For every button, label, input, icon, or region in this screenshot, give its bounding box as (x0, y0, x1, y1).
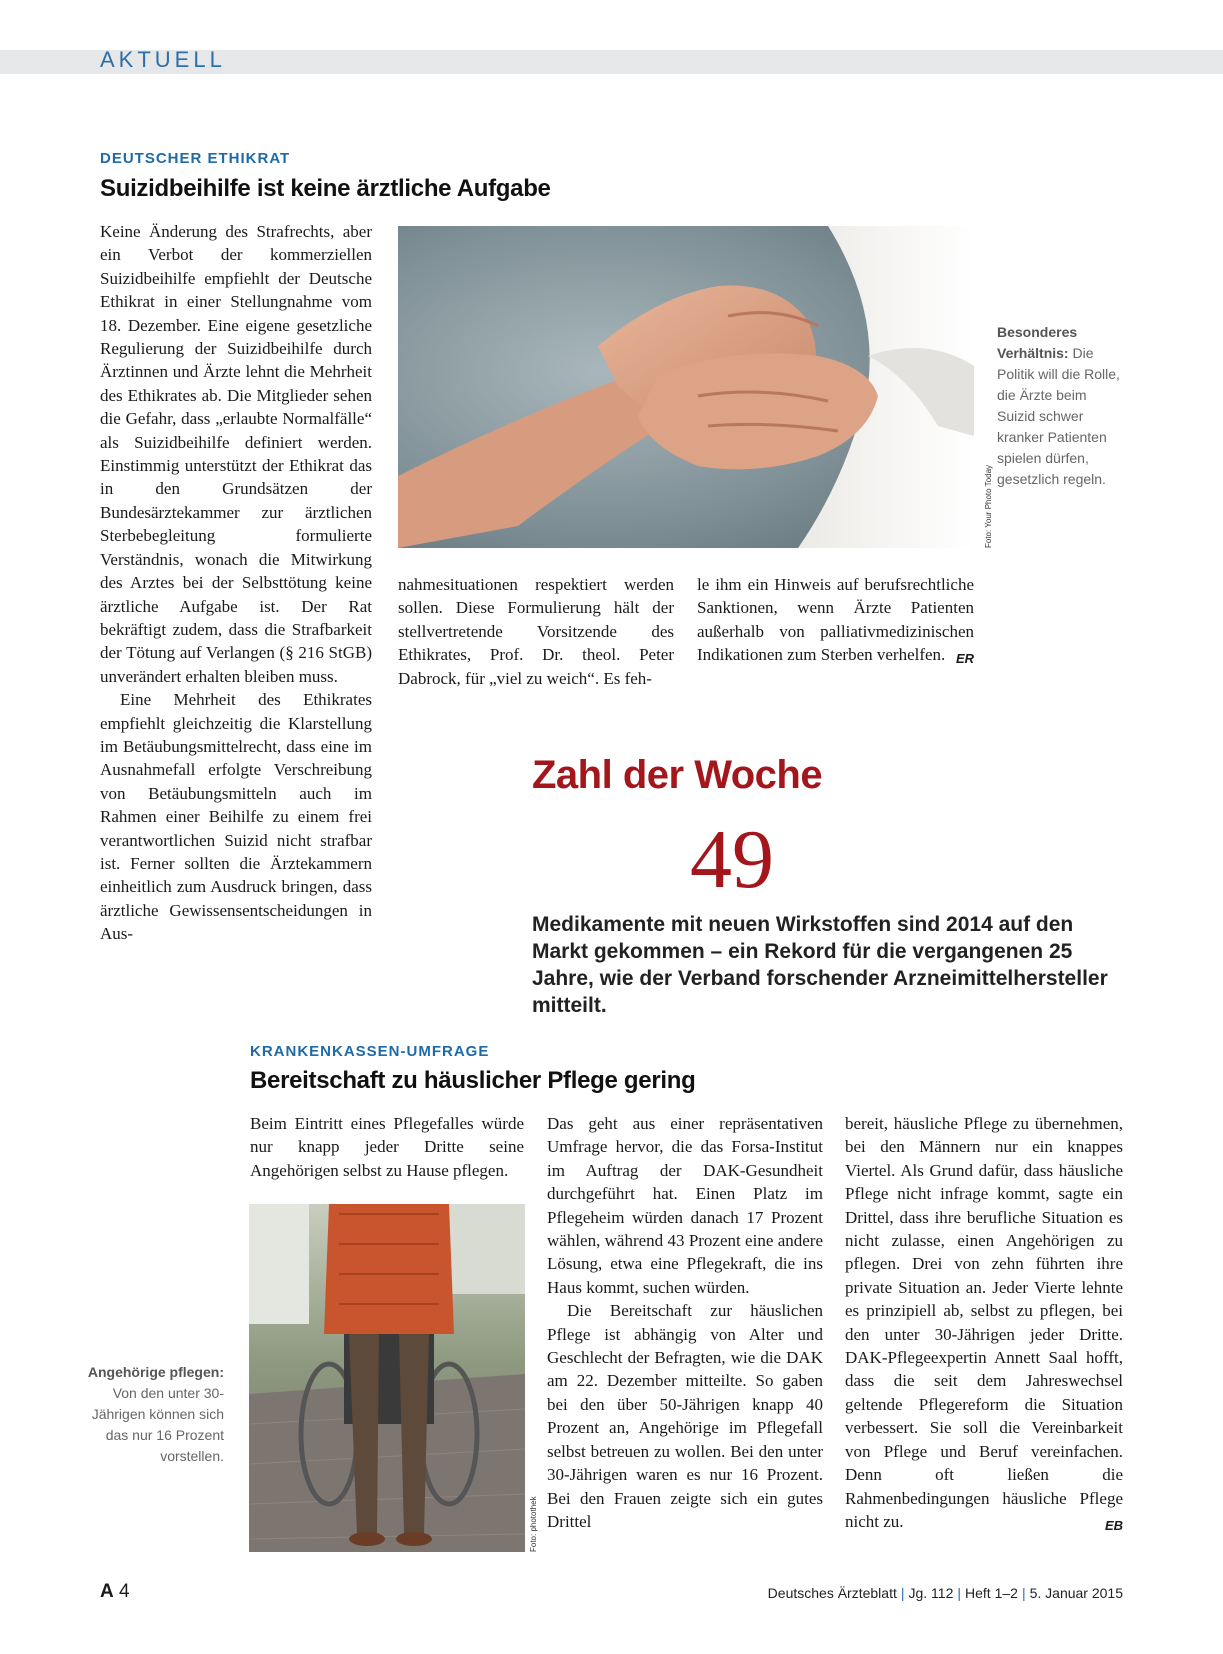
wheelchair-photo (249, 1204, 525, 1552)
article1-column-3 (697, 573, 974, 671)
article2-paragraph: bereit, häusliche Pflege zu übernehmen, bei den Männern nur ein knappes Viertel. Als Grund dafür, dass häusliche Pflege nicht infrage kommt, sagte ein Drittel, dass ihre berufliche Situation es nicht zulasse, einen Angehörigen zu pflegen. Drei von zehn führten ihre private Situation an. Jeder Vierte lehnte es prinzipiell ab, selbst zu pflegen, bei den unter 30-Jährigen jeder Dritte. DAK-Pflegeexpertin Annett Saal hofft, dass die seit dem Jahreswechsel geltende Pflegereform die Situation verbessert. Sie soll die Vereinbarkeit von Pflege und Beruf vereinfachen. Denn oft ließen die Rahmenbedingungen häusliche Pflege nicht zu. (845, 1114, 1123, 1531)
article2-kicker: KRANKENKASSEN-UMFRAGE (250, 1043, 490, 1060)
zahl-der-woche-text: Medikamente mit neuen Wirkstoffen sind 2014 auf den Markt gekommen – ein Rekord für die vergangenen 25 Jahre, wie der Verband forschender Arzneimittelhersteller mitteilt. (532, 913, 1108, 1017)
zahl-der-woche-number: 49 (690, 813, 774, 906)
article2-paragraph: Beim Eintritt eines Pflegefalles würde nur knapp jeder Dritte seine Angehörigen selbst zu Hause pflegen. (250, 1114, 524, 1180)
journal-info: Deutsches Ärzteblatt | Jg. 112 | Heft 1–2 | 5. Januar 2015 (767, 1585, 1123, 1601)
article1-kicker: DEUTSCHER ETHIKRAT (100, 150, 291, 167)
zahl-der-woche-title: Zahl der Woche (532, 753, 823, 797)
hands-illustration (398, 226, 974, 548)
caption-lead: Besonderes Verhältnis: (997, 324, 1078, 361)
article2-column-3 (845, 1112, 1123, 1537)
author-signature: EB (1104, 1517, 1123, 1533)
hands-photo (398, 226, 974, 548)
caption-lead: Angehörige pflegen: (87, 1364, 224, 1380)
author-signature: ER (955, 651, 974, 667)
photo-credit: Foto: Your Photo Today (984, 464, 993, 548)
journal-issue: Heft 1–2 (965, 1585, 1018, 1601)
page-letter: A (100, 1581, 114, 1602)
page-number (100, 1581, 130, 1603)
journal-name: Deutsches Ärzteblatt (767, 1585, 897, 1601)
article1-column-2 (398, 573, 674, 690)
caption-text: Die Politik will die Rolle, die Ärzte beim Suizid schwer kranker Patienten spielen dürfen, gesetzlich regeln. (997, 345, 1120, 487)
article1-paragraph: nahmesituationen respektiert werden sollen. Diese Formulierung hält der stellvertretende Vorsitzende des Ethikrates, Prof. Dr. theol. Peter Dabrock, für „viel zu weich“. Es feh- (398, 575, 674, 688)
article2-paragraph: Die Bereitschaft zur häuslichen Pflege ist abhängig von Alter und Geschlecht der Befragten, wie die DAK am 22. Dezember mitteilte. So gaben bei den über 50-Jährigen knapp 40 Prozent an, Angehörige im Pflegefall selbst betreuen zu wollen. Bei den unter 30-Jährigen waren es nur 16 Prozent. Bei den Frauen zeigte sich ein gutes Drittel (547, 1301, 823, 1531)
article2-caption (86, 1362, 224, 1467)
article1-paragraph: Keine Änderung des Strafrechts, aber ein Verbot der kommerziellen Suizidbeihilfe empfiehlt der Deutsche Ethikrat in einer Stellungnahme vom 18. Dezember. Eine eigene gesetzliche Regulierung der Suizidbeihilfe durch Ärztinnen und Ärzte lehnt die Mehrheit des Ethikrates ab. Die Mitglieder sehen die Gefahr, dass „erlaubte Normalfälle“ als Suizidbeihilfe definiert werden. Einstimmig unterstützt der Ethikrat das in den Grundsätzen der Bundesärztekammer zur ärztlichen Sterbebegleitung formulierte Verständnis, wonach die Mitwirkung des Arztes bei der Selbsttötung keine ärztliche Aufgabe ist. Der Rat bekräftigt zudem, dass die Strafbarkeit der Tötung auf Verlangen (§ 216 StGB) unverändert erhalten bleiben muss. (100, 222, 372, 686)
article2-column-2 (547, 1112, 823, 1533)
article1-column-1 (100, 220, 372, 946)
article1-paragraph: Eine Mehrheit des Ethikrates empfiehlt gleichzeitig die Klarstellung im Betäubungsmittelrecht, dass eine im Ausnahmefall erfolgte Verschreibung von Betäubungsmitteln auch im Rahmen einer Beihilfe zu einem frei verantwortlichen Suizid nicht strafbar ist. Ferner sollten die Ärztekammern einheitlich zum Ausdruck bringen, dass ärztliche Gewissensentscheidungen in Aus- (100, 690, 372, 944)
article2-headline: Bereitschaft zu häuslicher Pflege gering (250, 1067, 696, 1094)
article1-caption (997, 322, 1125, 490)
article2-column-1 (250, 1112, 524, 1182)
photo-credit: Foto: photothek (529, 1496, 538, 1552)
journal-volume: Jg. 112 (908, 1585, 954, 1601)
section-label: AKTUELL (100, 47, 226, 72)
article1-headline: Suizidbeihilfe ist keine ärztliche Aufgabe (100, 175, 551, 202)
caption-text: Von den unter 30-Jährigen können sich das nur 16 Prozent vorstellen. (91, 1385, 224, 1464)
journal-date: 5. Januar 2015 (1029, 1585, 1123, 1601)
article1-paragraph: le ihm ein Hinweis auf berufsrechtliche Sanktionen, wenn Ärzte Patienten außerhalb von palliativmedizinischen Indikationen zum Sterben verhelfen. (697, 575, 974, 665)
wheelchair-illustration (249, 1204, 525, 1552)
page-number-value: 4 (119, 1581, 130, 1602)
article2-paragraph: Das geht aus einer repräsentativen Umfrage hervor, die das Forsa-Institut im Auftrag der DAK-Gesundheit durchgeführt hat. Einen Platz im Pflegeheim würden danach 17 Prozent wählen, während 43 Prozent eine andere Lösung, etwa eine Pflegekraft, die ins Haus kommt, suchen würden. (547, 1114, 823, 1297)
